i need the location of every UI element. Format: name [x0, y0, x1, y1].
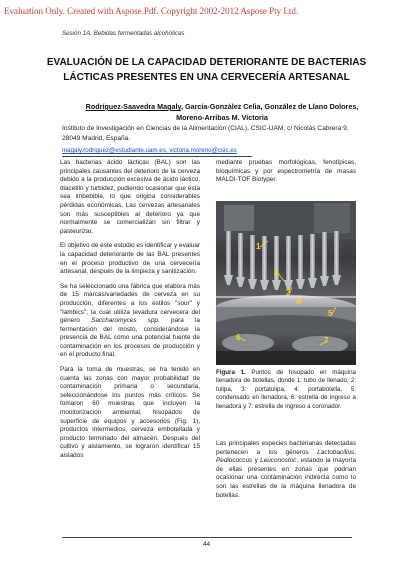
text-run: Se ha seleccionado una fábrica que elabora más de 15 marcas/variedades de cerveza en su producción, diferentes a los estilos "sour" y "lambics"; la cual utiliza levadura cervecera del género: [60, 282, 200, 325]
paragraph-continuation: mediante pruebas morfológicas, fenotípicas, bioquímicas y por espectrometría de masas MALDI-TOF Biotyper.: [216, 159, 356, 184]
contact-email-link[interactable]: magaly.rodriguez@estudiante.uam.es, victoria.moreno@csic.es: [62, 147, 237, 154]
filling-machine-photo: [216, 201, 356, 365]
first-author: Rodríguez-Saavedra Magaly: [85, 102, 181, 111]
text-run: y: [252, 457, 261, 465]
page-number: 44: [202, 541, 211, 548]
marker-label: 2: [274, 268, 279, 277]
marker-label: 4: [296, 297, 301, 306]
marker-label: 5: [328, 309, 333, 318]
right-column-bottom: [216, 440, 356, 506]
affiliation: Instituto de Investigación en Ciencias de la Alimentación (CIAL), CSIC-UAM, c/ Nicolás Cabrera 9, 28049 Madrid, España.: [62, 125, 349, 142]
last-author: Moreno-Arribas M. Victoria: [176, 112, 268, 122]
paragraph-intro: Las bacterias ácido lácticas (BAL) son las principales causantes del deterioro de la cerveza debido a la producción excesiva de ácido láctico, diacetilo y turbidez, pudiendo ocasionar que ésta sea imbebible, lo que origina considerables pérdidas económicas. Las cervezas artesanales son más susceptibles al deterioro ya que normalmente se comercializan sin filtrar y pasteurizar.: [60, 159, 200, 235]
right-column-top: [216, 159, 356, 191]
genus-name: Lactobacillus: [317, 448, 355, 456]
author-list: [72, 102, 372, 123]
watermark: Evaluation Only. Created with Aspose.Pdf. Copyright 2002-2012 Aspose Pty Ltd.: [4, 6, 299, 16]
co-authors: , García-González Celia, González de Llano Dolores,: [181, 102, 359, 111]
left-column: [60, 159, 200, 467]
text-run: , estando la mayoría de ellas presentes en zonas que podrían ocasionar una contaminación indirecta como lo son las estrellas de la máquina llenadora de botellas.: [216, 457, 356, 499]
marker-label: 7: [324, 336, 329, 345]
paragraph-results: [216, 440, 356, 500]
figure-markers: [216, 201, 356, 365]
genus-name: Leuconostoc: [260, 457, 297, 465]
paragraph-objective: El objetivo de este estudio es identificar y evaluar la capacidad deteriorante de las BAL presentes en el proceso productivo de una cervecería artesanal, después de la limpieza y sanitización.: [60, 242, 200, 276]
paragraph-methods: [60, 283, 200, 360]
text-run: ,: [354, 448, 356, 456]
caption-text: Puntos de hisopado en máquina llenadora de botellas, donde 1: tubo de llenado, 2: tulipa, 3: portatulipa, 4: portabotella, 5: condensado en llenadora, 6: estrella de ingreso a llenadora y 7: estrella de ingreso a coronador.: [216, 369, 356, 410]
text-run: para la fermentación del mosto, considerándose la presencia de BAL como una potencial fuente de contaminación en los procesos de producción y en el producto final.: [60, 317, 200, 359]
figure-caption: [216, 369, 356, 411]
caption-label: Figura 1.: [216, 369, 246, 376]
paragraph-sampling: Para la toma de muestras, se ha tenido en cuenta las zonas con mayor probabilidad de contaminación primaria o secundaria, seleccionándose los puntos más críticos. Se tomaron 60 muestras que incluyen la monitorización ambiental, hisopados de superficie de equipos y accesorios (Fig. 1), productos intermedios, cerveza embotellada y producto terminado del almacén. Después del cultivo y aislamiento, se lograron identificar 15 aislados: [60, 366, 200, 459]
text-run: Las principales especies bacterianas detectadas pertenecen a los géneros: [216, 440, 356, 456]
marker-label: 1: [256, 242, 261, 251]
divider: [62, 156, 252, 157]
footer-divider: [62, 537, 352, 538]
marker-label: 6: [236, 333, 241, 342]
paper-title: EVALUACIÓN DE LA CAPACIDAD DETERIORANTE DE BACTERIAS LÁCTICAS PRESENTES EN UNA CERVECERÍA ARTESANAL: [46, 57, 367, 83]
italic-text: Saccharomyces spp.: [91, 317, 160, 325]
genus-name: Pediococcus: [216, 457, 253, 465]
session-header: Sesión 1A. Bebidas fermentadas alcohólicas: [62, 30, 185, 37]
marker-label: 3: [286, 288, 291, 297]
